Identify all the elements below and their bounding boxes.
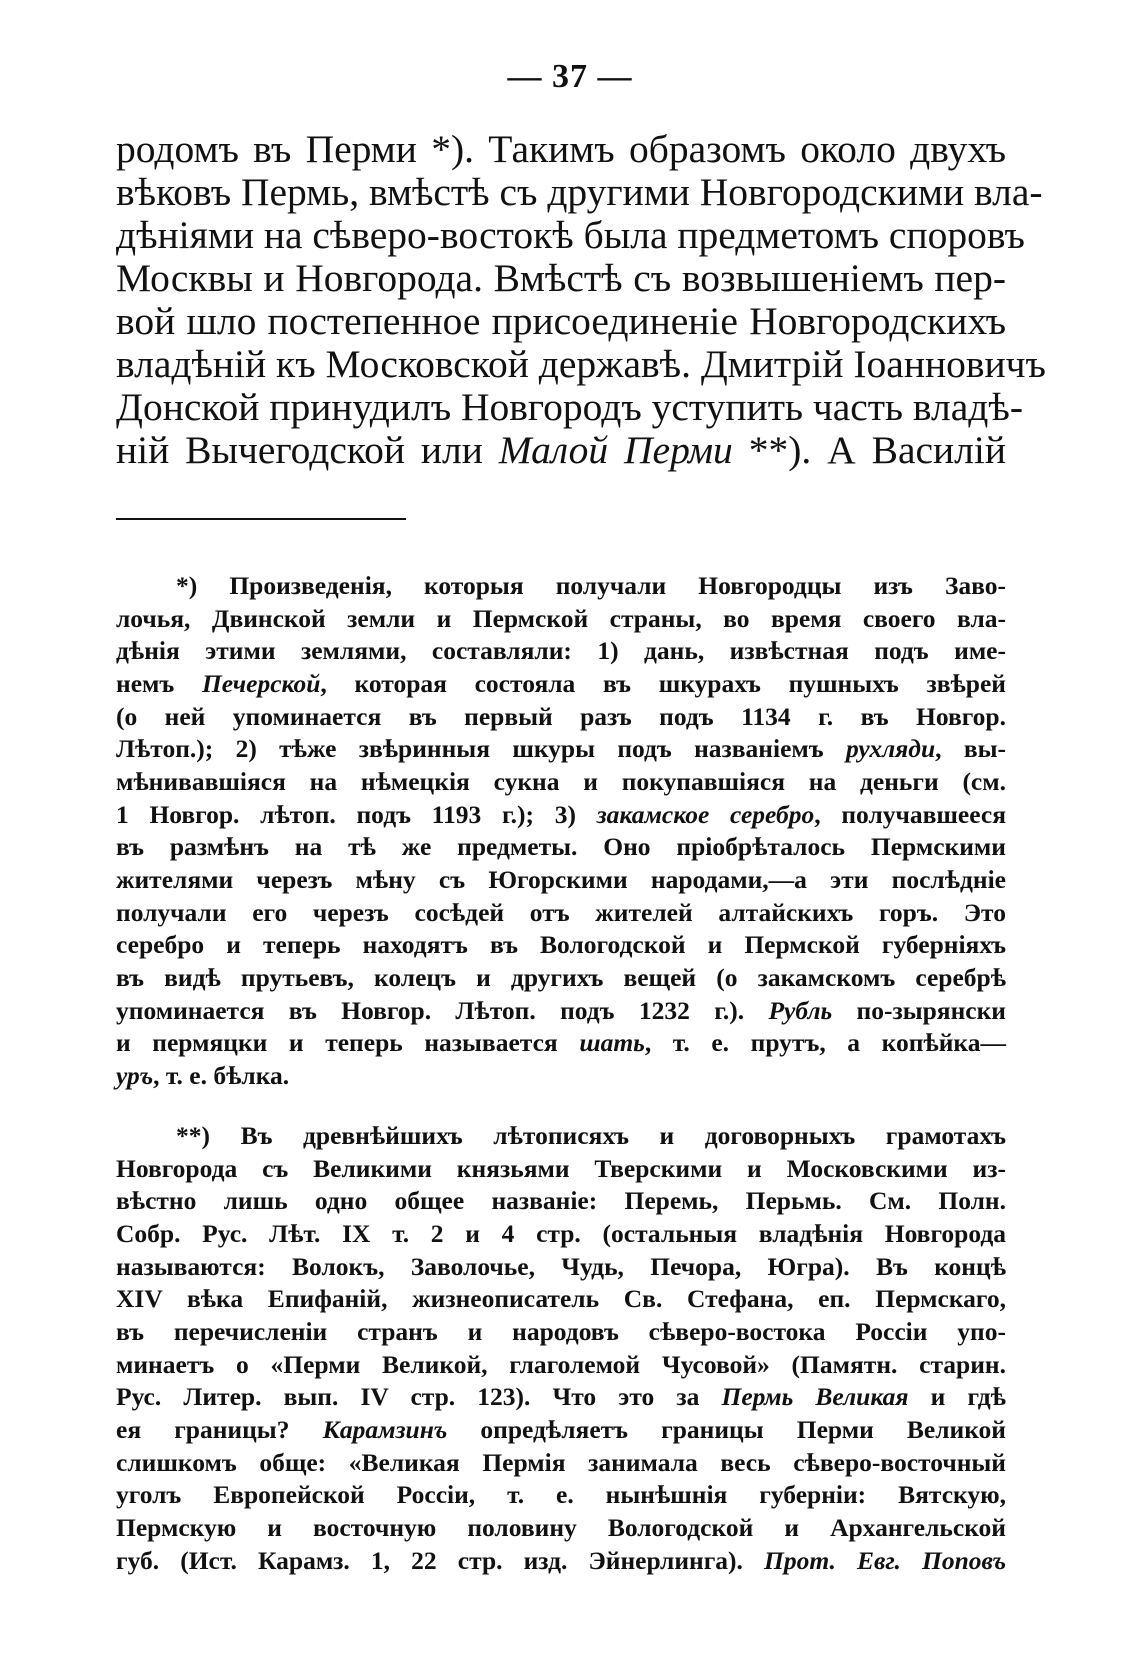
footnote-line: дѣнія этими землями, составляли: 1) дань, извѣстная подъ име-: [116, 636, 1006, 666]
footnote-line: ея границы? Карамзинъ опредѣляетъ границы Перми Великой: [116, 1414, 1006, 1444]
footnote-line: (о ней упоминается въ первый разъ подъ 1134 г. въ Новгор.: [116, 701, 1006, 731]
footnote-line: жителями черезъ мѣну съ Югорскими народами,—а эти послѣдніе: [116, 864, 1006, 894]
footnote-line: мѣнивавшіяся на нѣмецкія сукна и покупавшіяся на деньги (см.: [116, 766, 1006, 796]
footnote-line: упоминается въ Новгор. Лѣтоп. подъ 1232 г.). Рубль по-зырянски: [116, 995, 1006, 1025]
footnote-line: называются: Волокъ, Заволочье, Чудь, Печора, Югра). Въ концѣ: [116, 1251, 1006, 1281]
footnote-line: уголъ Европейской Россіи, т. е. нынѣшнія губерніи: Вятскую,: [116, 1480, 1006, 1510]
footnote-line: уръ, т. е. бѣлка.: [116, 1060, 290, 1090]
footnote-line: минаетъ о «Перми Великой, глаголемой Чусовой» (Памятн. старин.: [116, 1349, 1006, 1379]
footnote-line: XIV вѣка Епифаній, жизнеописатель Св. Стефана, еп. Пермскаго,: [116, 1284, 1006, 1314]
main-text: [116, 127, 1046, 472]
main-line: родомъ въ Перми *). Такимъ образомъ около двухъ: [116, 127, 1006, 171]
footnote-line: *) Произведенія, которыя получали Новгородцы изъ Заво-: [176, 571, 1006, 600]
footnote-line: Рус. Литер. вып. IV стр. 123). Что это за Пермь Великая и гдѣ: [116, 1382, 1006, 1412]
footnote-line: Лѣтоп.); 2) тѣже звѣринныя шкуры подъ названіемъ рухляди, вы-: [116, 734, 1006, 764]
footnote-line: серебро и теперь находятъ въ Вологодской и Пермской губерніяхъ: [116, 930, 1006, 960]
footnote-separator: [116, 518, 406, 520]
footnote-1: [116, 570, 1006, 1093]
footnote-line: **) Въ древнѣйшихъ лѣтописяхъ и договорныхъ грамотахъ: [176, 1121, 1006, 1150]
footnote-line: 1 Новгор. лѣтоп. подъ 1193 г.); 3) закамское серебро, получавшееся: [116, 799, 1006, 829]
footnote-line: и пермяцки и теперь называется шать, т. е. прутъ, а копѣйка—: [116, 1028, 1006, 1058]
main-line: ній Вычегодской или Малой Перми **). А Василій: [116, 428, 1006, 472]
footnote-line: получали его черезъ сосѣдей отъ жителей алтайскихъ горъ. Это: [116, 897, 1006, 927]
main-line: вѣковъ Пермь, вмѣстѣ съ другими Новгородскими вла-: [116, 170, 1043, 214]
footnote-line: въ размѣнъ на тѣ же предметы. Оно пріобрѣталось Пермскими: [116, 832, 1006, 862]
footnote-line: лочья, Двинской земли и Пермской страны, во время своего вла-: [116, 603, 1006, 633]
footnote-line: губ. (Ист. Карамз. 1, 22 стр. изд. Эйнерлинга). Прот. Евг. Поповъ: [116, 1545, 1006, 1575]
footnote-2: [116, 1120, 1006, 1577]
footnote-line: въ перечисленіи странъ и народовъ сѣверо-востока Россіи упо-: [116, 1316, 1006, 1346]
main-line: владѣній къ Московской державѣ. Дмитрій Іоанновичъ: [116, 342, 1046, 386]
main-line: дѣніями на сѣверо-востокѣ была предметомъ споровъ: [116, 213, 1025, 257]
footnote-line: Собр. Рус. Лѣт. IX т. 2 и 4 стр. (остальныя владѣнія Новгорода: [116, 1218, 1006, 1248]
footnote-line: Пермскую и восточную половину Вологодской и Архангельской: [116, 1512, 1006, 1542]
footnote-line: въ видѣ прутьевъ, колецъ и другихъ вещей (о закамскомъ серебрѣ: [116, 962, 1006, 992]
footnote-line: немъ Печерской, которая состояла въ шкурахъ пушныхъ звѣрей: [116, 668, 1006, 698]
main-line: Москвы и Новгорода. Вмѣстѣ съ возвышеніемъ пер-: [116, 256, 1006, 300]
footnote-line: вѣстно лишь одно общее названіе: Перемь, Перьмь. См. Полн.: [116, 1186, 1006, 1216]
page-number: — 37 —: [507, 58, 633, 95]
footnote-line: Новгорода съ Великими князьями Тверскими и Московскими из-: [116, 1153, 1006, 1183]
footnote-line: слишкомъ обще: «Великая Пермія занимала весь сѣверо-восточный: [116, 1447, 1006, 1477]
main-line: Донской принудилъ Новгородъ уступить часть владѣ-: [116, 385, 1023, 429]
main-line: вой шло постепенное присоединеніе Новгородскихъ: [116, 299, 1006, 343]
